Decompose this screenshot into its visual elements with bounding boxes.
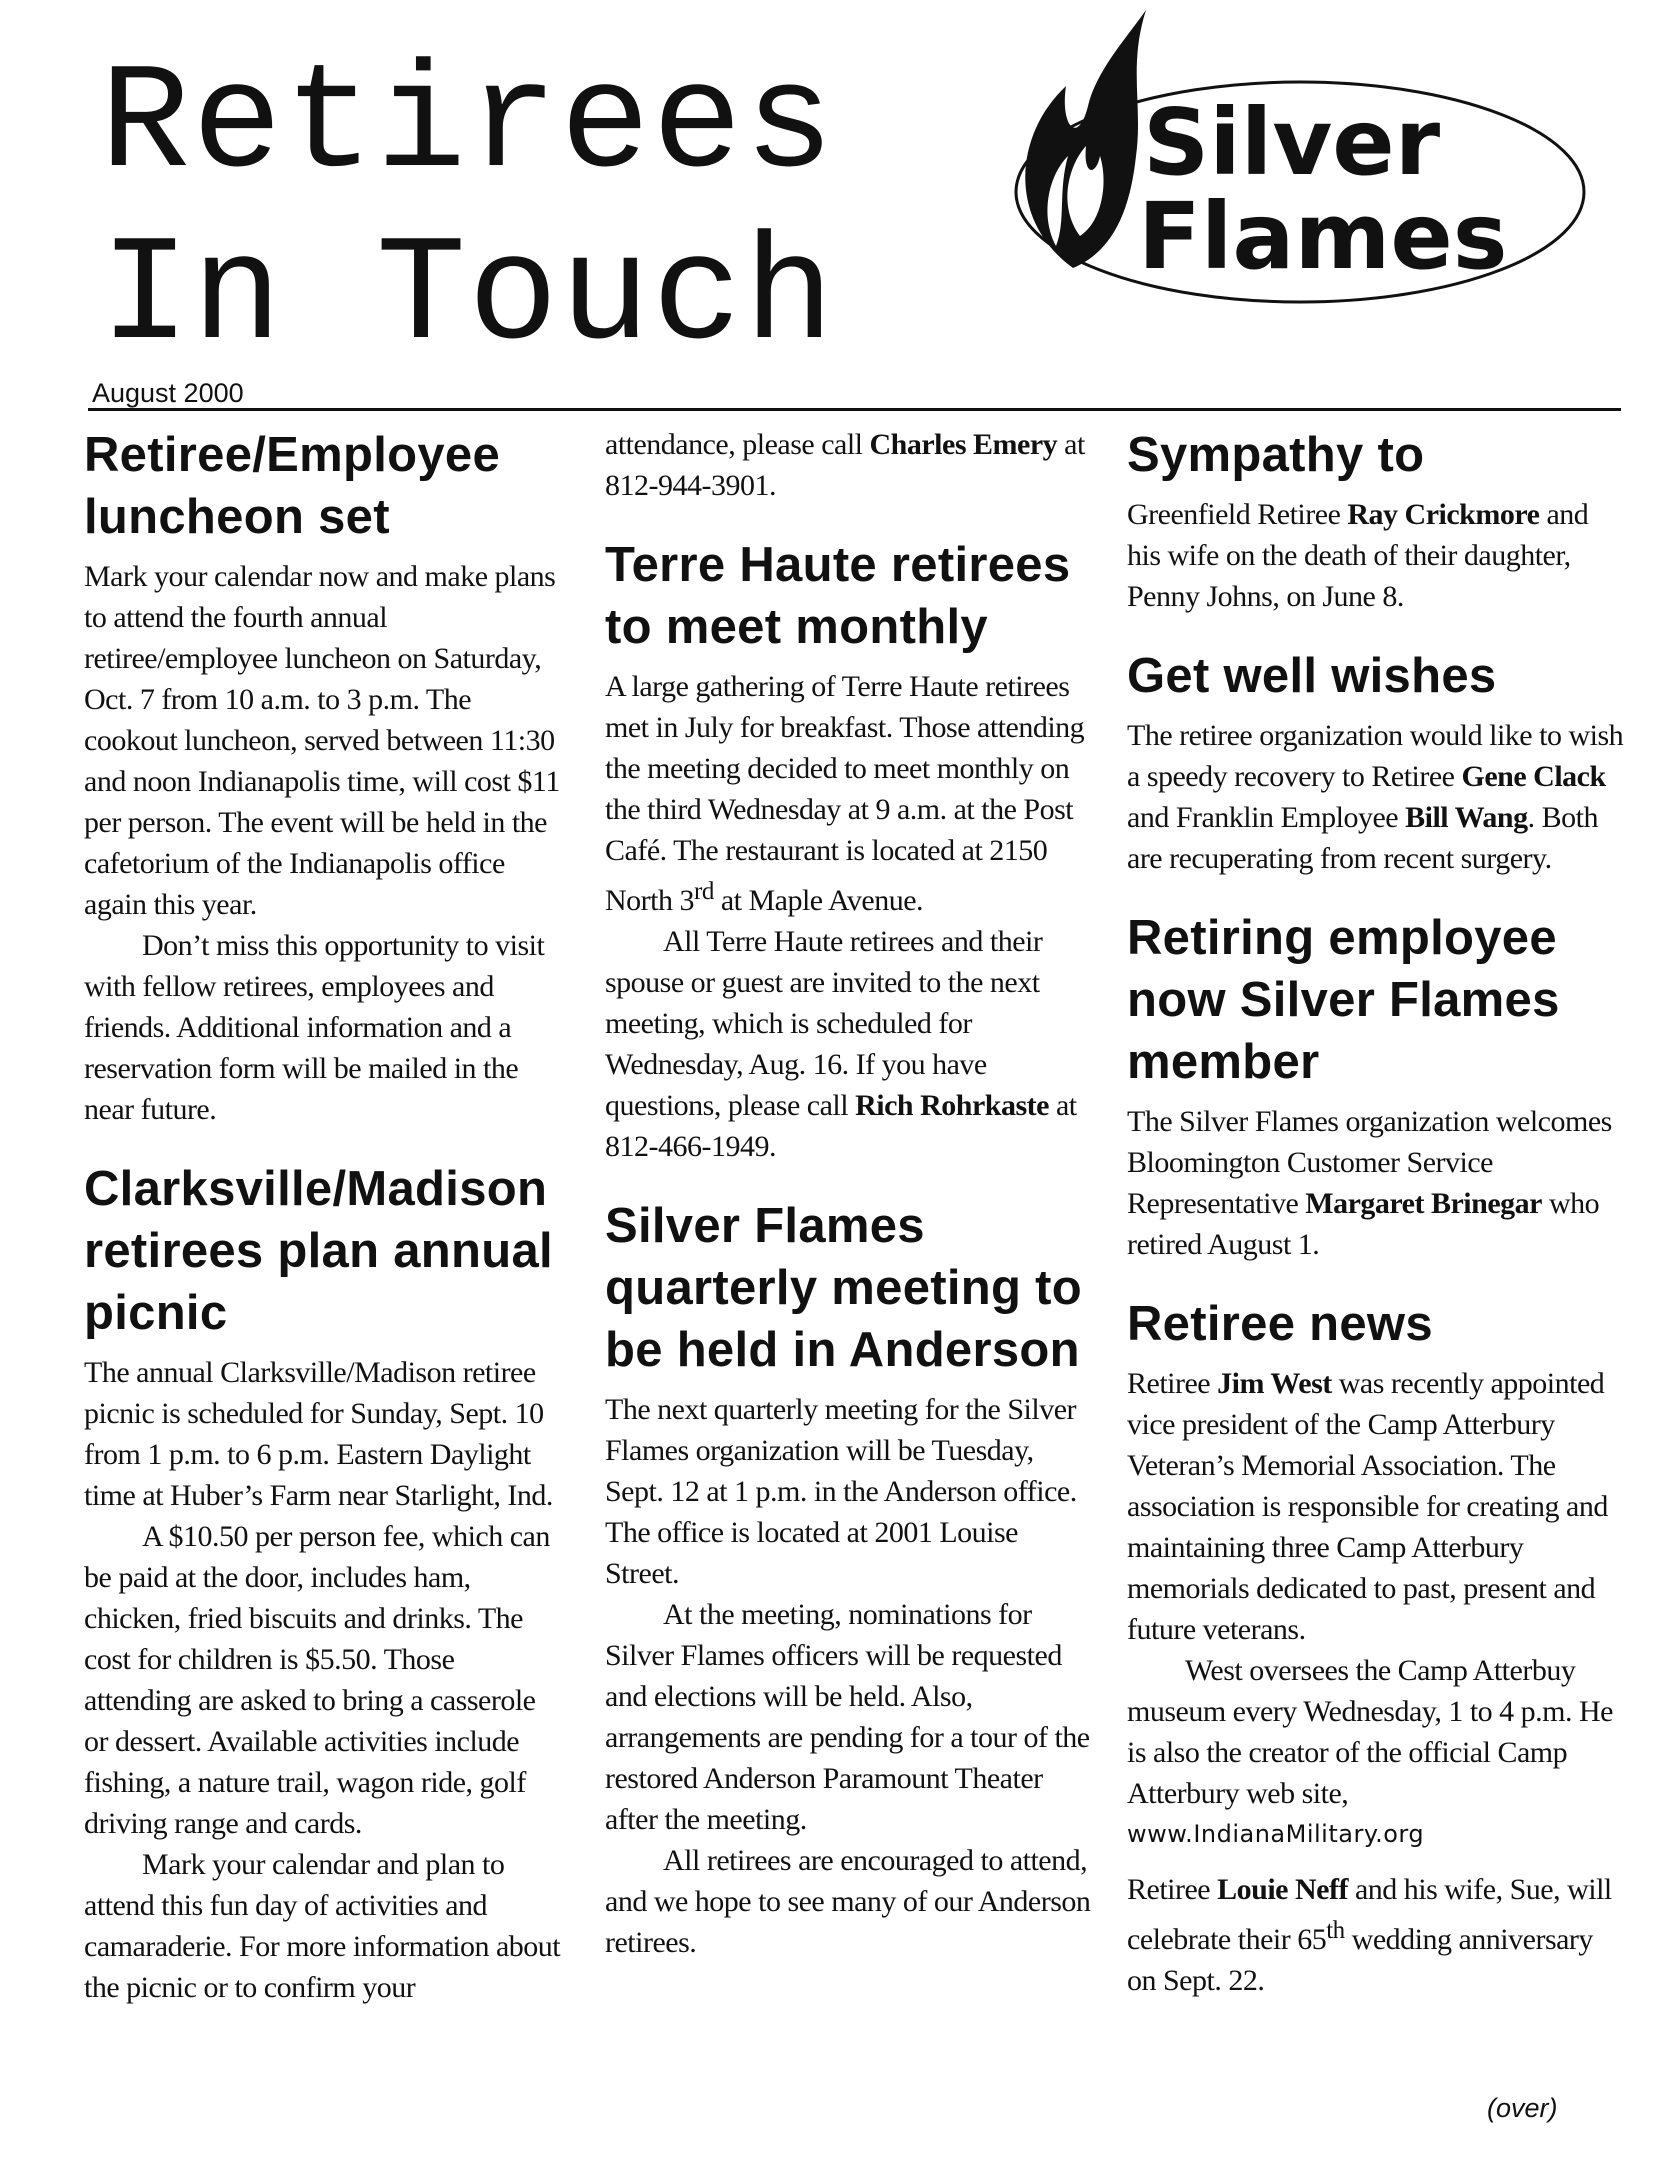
newsletter-title bbox=[100, 40, 836, 384]
news-text: Retiree bbox=[1127, 1367, 1218, 1400]
headline-retiring-employee: Retiring employee now Silver Flames member bbox=[1127, 911, 1560, 1089]
article-luncheon bbox=[84, 424, 564, 1130]
retiring-text-end: who retired August 1. bbox=[1127, 1187, 1600, 1261]
title-line-2: In Touch bbox=[100, 213, 837, 383]
quarterly-paragraph-1: The next quarterly meeting for the Silver Flames organization will be Tuesday, Sept. 12 at 1 p.m. in the Anderson office. The office is located at 2001 Louise Street. bbox=[605, 1393, 1077, 1590]
spacer bbox=[605, 506, 1091, 534]
get-well-text-mid: and Franklin Employee bbox=[1127, 801, 1406, 834]
silver-flames-logo bbox=[978, 6, 1590, 332]
person-name: Louie Neff bbox=[1217, 1873, 1348, 1906]
contact-name: Rich Rohrkaste bbox=[855, 1089, 1049, 1122]
spacer bbox=[1127, 617, 1627, 645]
spacer bbox=[84, 1130, 564, 1158]
spacer bbox=[1127, 1855, 1627, 1869]
masthead-rule bbox=[88, 408, 1621, 411]
column-2 bbox=[605, 424, 1091, 1963]
th-p1-sup: rd bbox=[694, 878, 714, 905]
retiring-text: The Silver Flames organization welcomes Bloomington Customer Service Representative bbox=[1127, 1105, 1612, 1220]
luncheon-paragraph-2: Don’t miss this opportunity to visit with fellow retirees, employees and friends. Additional information and a reservation form will be mailed in the near future. bbox=[84, 929, 545, 1126]
spacer bbox=[605, 1167, 1091, 1195]
spacer bbox=[1127, 879, 1627, 907]
picnic-cont-phone: at 812-944-3901. bbox=[605, 428, 1085, 502]
news-text-end: was recently appointed vice president of the Camp Atterbury Veteran’s Memorial Association. The association is responsible for creating and maintaining three Camp Atterbury memorials dedicated to past, present and future veterans. bbox=[1127, 1367, 1608, 1646]
headline-retiree-news: Retiree news bbox=[1127, 1297, 1433, 1351]
headline-sympathy: Sympathy to bbox=[1127, 428, 1425, 482]
person-name: Bill Wang bbox=[1405, 801, 1528, 834]
article-picnic bbox=[84, 1158, 564, 2008]
news-text-mid: and his wife, Sue, will celebrate their 65 bbox=[1127, 1873, 1612, 1956]
th-p2-text: All Terre Haute retirees and their spouse or guest are invited to the next meeting, which is scheduled for Wednesday, Aug. 16. If you have questions, please call bbox=[605, 925, 1043, 1122]
issue-date: August 2000 bbox=[92, 378, 244, 408]
title-line-1: Retirees bbox=[100, 41, 837, 211]
contact-name: Charles Emery bbox=[869, 428, 1058, 461]
luncheon-paragraph-1: Mark your calendar now and make plans to attend the fourth annual retiree/employee luncheon on Saturday, Oct. 7 from 10 a.m. to 3 p.m. The cookout luncheon, served between 11:30 and noon Indianapolis time, will cost $11 per person. The event will be held in the cafetorium of the Indianapolis office again this year. bbox=[84, 560, 560, 921]
picnic-continued bbox=[605, 424, 1091, 506]
article-get-well bbox=[1127, 645, 1627, 879]
news-text-end: wedding anniversary on Sept. 22. bbox=[1127, 1923, 1593, 1997]
news-text: Retiree bbox=[1127, 1873, 1218, 1906]
article-sympathy bbox=[1127, 424, 1627, 617]
picnic-cont-text: attendance, please call bbox=[605, 428, 870, 461]
column-3 bbox=[1127, 424, 1627, 2001]
ordinal-suffix: th bbox=[1326, 1917, 1345, 1944]
logo-text-silver: Silver bbox=[1143, 89, 1441, 196]
picnic-paragraph-2: A $10.50 per person fee, which can be paid at the door, includes ham, chicken, fried biscuits and drinks. The cost for children is $5.50. Those attending are asked to bring a casserole or dessert. Available activities include fishing, a nature trail, wagon ride, golf driving range and cards. bbox=[84, 1520, 550, 1840]
logo-text-flames: Flames bbox=[1138, 183, 1508, 290]
headline-picnic: Clarksville/Madison retirees plan annual picnic bbox=[84, 1162, 553, 1340]
headline-quarterly-meeting: Silver Flames quarterly meeting to be held in Anderson bbox=[605, 1199, 1083, 1377]
th-p1-end: at Maple Avenue. bbox=[713, 884, 924, 917]
th-p2-phone: at 812-466-1949. bbox=[605, 1089, 1077, 1163]
news-paragraph-3 bbox=[1127, 1869, 1627, 2001]
headline-luncheon: Retiree/Employee luncheon set bbox=[84, 428, 501, 544]
terre-haute-paragraph-1 bbox=[605, 666, 1091, 921]
picnic-paragraph-3: Mark your calendar and plan to attend this fun day of activities and camaraderie. For more information about the picnic or to confirm your bbox=[84, 1848, 561, 2004]
news-paragraph-1 bbox=[1127, 1363, 1627, 1650]
get-well-text: The retiree organization would like to wish a speedy recovery to Retiree bbox=[1127, 719, 1624, 793]
spacer bbox=[1127, 1265, 1627, 1293]
sympathy-paragraph bbox=[1127, 494, 1627, 617]
headline-terre-haute: Terre Haute retirees to meet monthly bbox=[605, 538, 1071, 654]
headline-get-well: Get well wishes bbox=[1127, 649, 1497, 703]
person-name: Margaret Brinegar bbox=[1305, 1187, 1542, 1220]
th-p1-text: A large gathering of Terre Haute retirees met in July for breakfast. Those attending the meeting decided to meet monthly on the third Wednesday at 9 a.m. at the Post Café. The restaurant is located at 2150 North 3 bbox=[605, 670, 1085, 917]
article-terre-haute bbox=[605, 534, 1091, 1167]
person-name: Jim West bbox=[1217, 1367, 1332, 1400]
article-quarterly-meeting bbox=[605, 1195, 1091, 1963]
quarterly-paragraph-3: All retirees are encouraged to attend, and we hope to see many of our Anderson retirees. bbox=[605, 1844, 1091, 1959]
person-name: Gene Clack bbox=[1461, 760, 1606, 793]
get-well-text-end: . Both are recuperating from recent surgery. bbox=[1127, 801, 1598, 875]
person-name: Ray Crickmore bbox=[1347, 498, 1540, 531]
article-retiring-employee bbox=[1127, 907, 1627, 1265]
article-retiree-news bbox=[1127, 1293, 1627, 2001]
retiring-paragraph bbox=[1127, 1101, 1627, 1265]
news-paragraph-2: West oversees the Camp Atterbuy museum every Wednesday, 1 to 4 p.m. He is also the creator of the official Camp Atterbury web site, bbox=[1127, 1654, 1613, 1810]
sympathy-text: Greenfield Retiree bbox=[1127, 498, 1348, 531]
terre-haute-paragraph-2 bbox=[605, 921, 1091, 1167]
sympathy-text-end: and his wife on the death of their daughter, Penny Johns, on June 8. bbox=[1127, 498, 1589, 613]
quarterly-paragraph-2: At the meeting, nominations for Silver Flames officers will be requested and elections will be held. Also, arrangements are pending for a tour of the restored Anderson Paramount Theater after the meeting. bbox=[605, 1598, 1090, 1836]
column-1 bbox=[84, 424, 564, 2008]
get-well-paragraph bbox=[1127, 715, 1627, 879]
continued-over: (over) bbox=[1487, 2093, 1558, 2123]
picnic-paragraph-1: The annual Clarksville/Madison retiree picnic is scheduled for Sunday, Sept. 10 from 1 p.m. to 6 p.m. Eastern Daylight time at Huber’s Farm near Starlight, Ind. bbox=[84, 1356, 553, 1512]
website-url[interactable]: www.IndianaMilitary.org bbox=[1127, 1820, 1425, 1848]
